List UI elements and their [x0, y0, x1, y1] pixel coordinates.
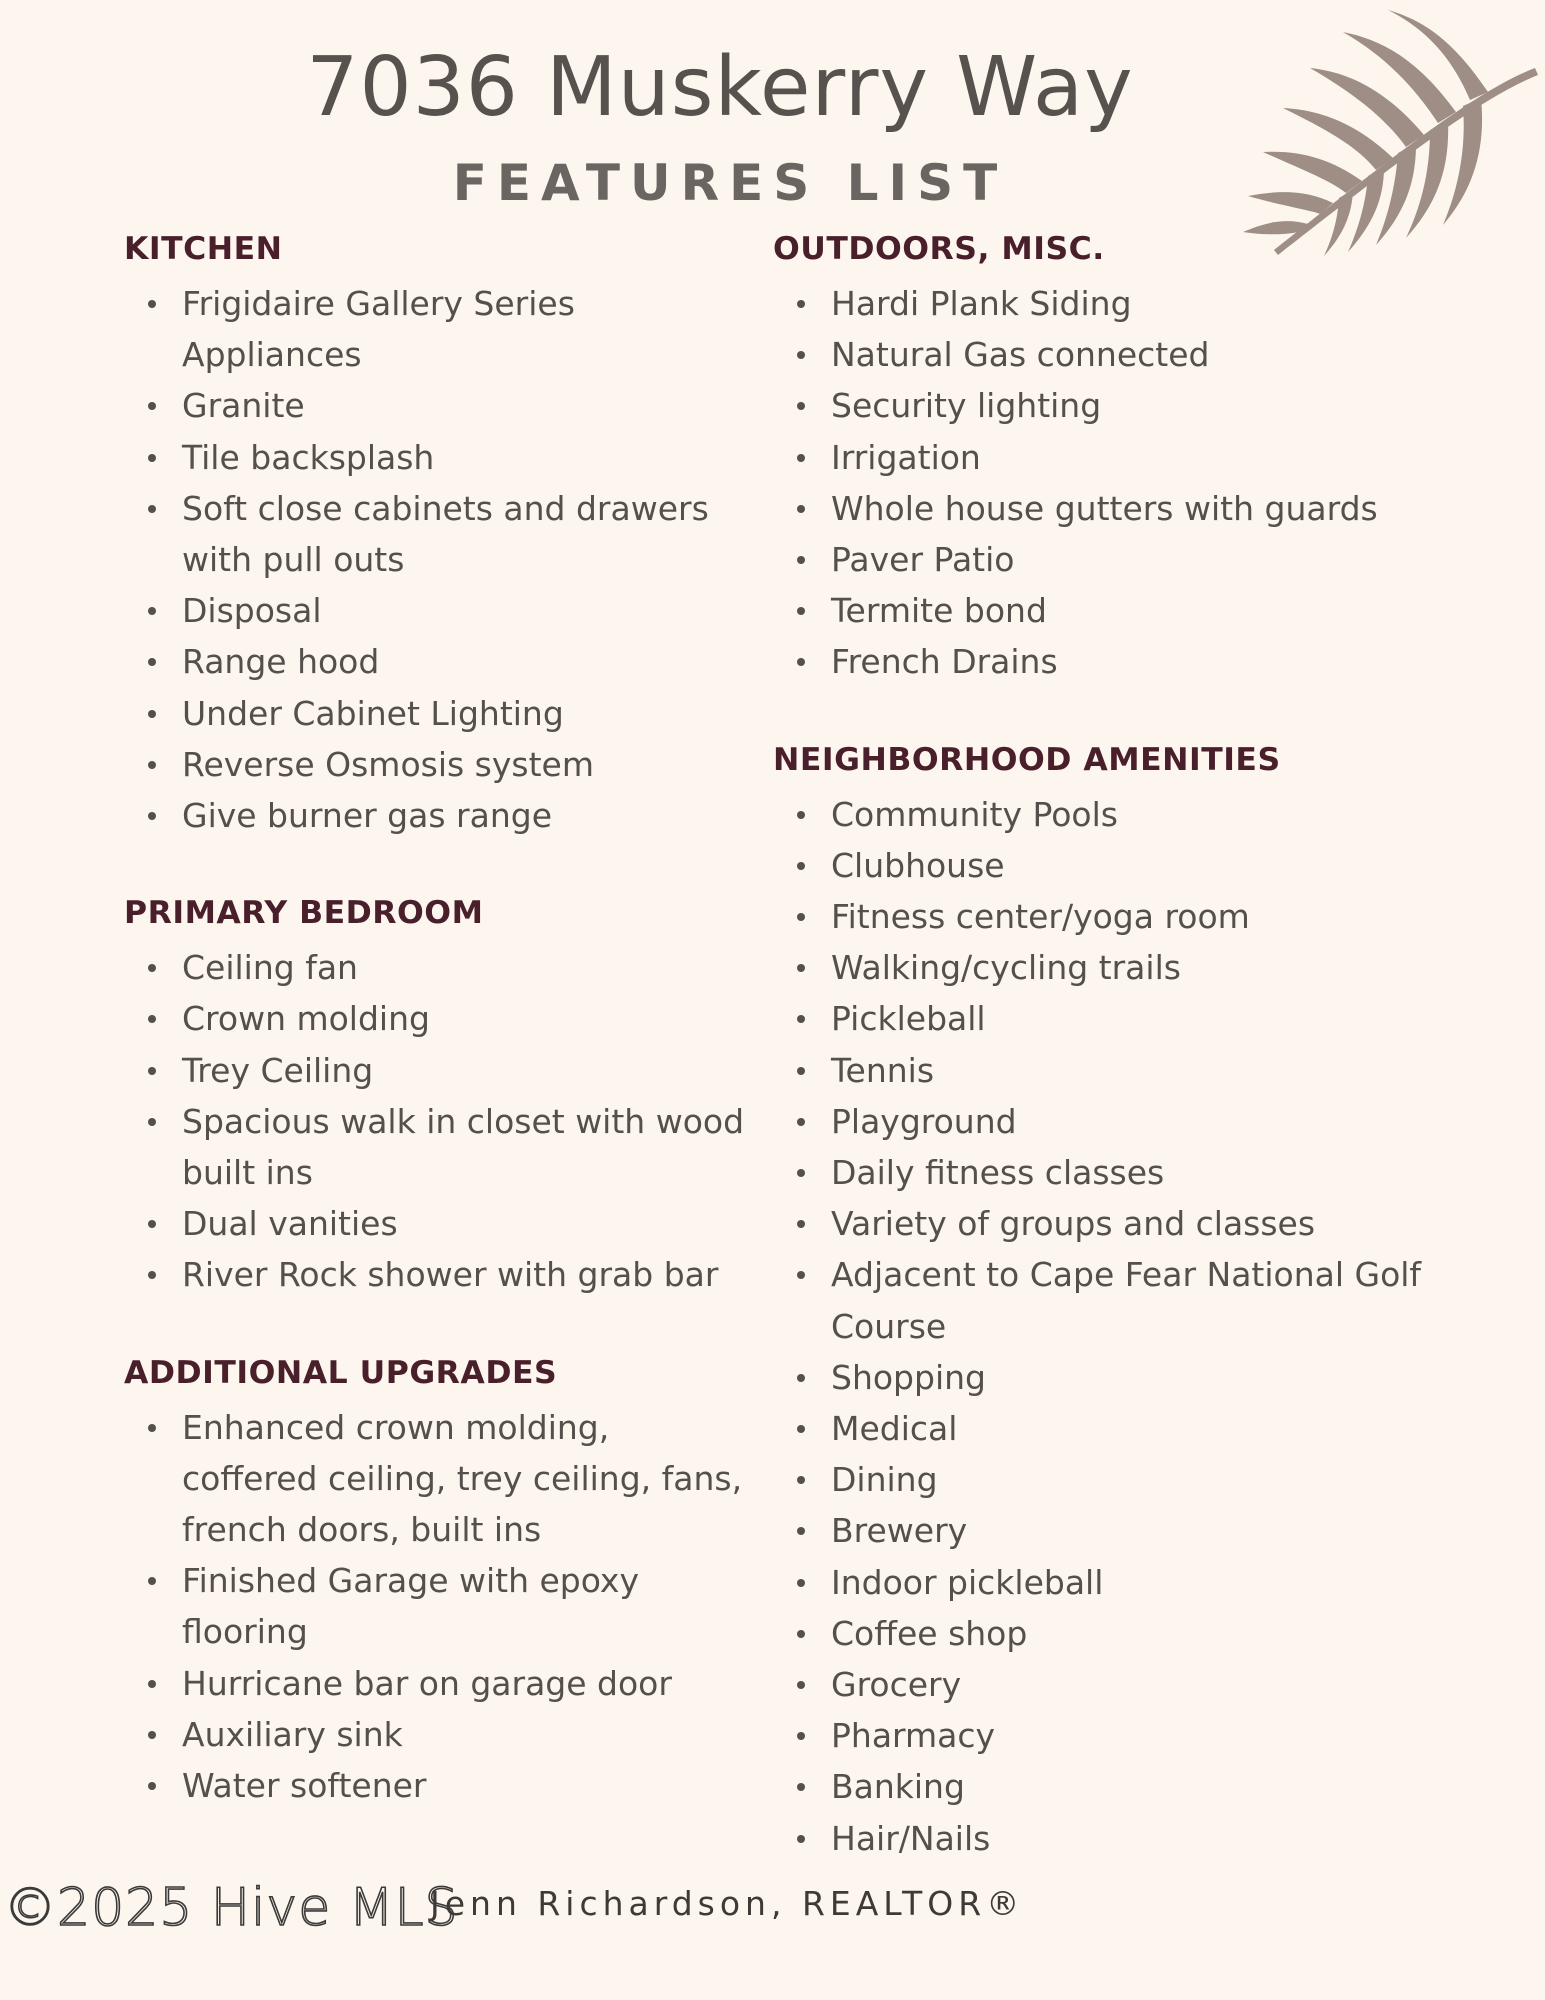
list-item: Granite: [124, 380, 744, 431]
list-item: Reverse Osmosis system: [124, 739, 744, 790]
list-item: Fitness center/yoga room: [773, 891, 1473, 942]
agent-credit: Jenn Richardson, REALTOR®: [430, 1884, 1025, 1923]
list-item: Security lighting: [773, 380, 1473, 431]
list-item: Brewery: [773, 1505, 1473, 1556]
list-item: Pharmacy: [773, 1710, 1473, 1761]
page-subtitle: FEATURES LIST: [452, 154, 1008, 212]
right-column: [773, 226, 1473, 1864]
list-item: Variety of groups and classes: [773, 1198, 1473, 1249]
kitchen-list: [124, 278, 744, 841]
list-item: River Rock shower with grab bar: [124, 1249, 744, 1300]
palm-leaf-icon: [1238, 0, 1545, 260]
list-item: Dual vanities: [124, 1198, 744, 1249]
list-item: Hurricane bar on garage door: [124, 1658, 744, 1709]
section-title: OUTDOORS, MISC.: [773, 231, 1105, 267]
list-item: Medical: [773, 1403, 1473, 1454]
neighborhood-amenities-list: [773, 789, 1473, 1864]
list-item: Natural Gas connected: [773, 329, 1473, 380]
list-item: Shopping: [773, 1352, 1473, 1403]
section-title: NEIGHBORHOOD AMENITIES: [773, 741, 1281, 778]
list-item: Adjacent to Cape Fear National Golf Course: [773, 1249, 1473, 1351]
additional-upgrades-list: [124, 1402, 744, 1812]
list-item: French Drains: [773, 636, 1473, 687]
neighborhood-amenities-section: [773, 737, 1473, 1864]
list-item: Disposal: [124, 585, 744, 636]
list-item: Trey Ceiling: [124, 1045, 744, 1096]
list-item: Grocery: [773, 1659, 1473, 1710]
list-item: Hardi Plank Siding: [773, 278, 1473, 329]
list-item: Water softener: [124, 1760, 744, 1811]
outdoors-misc-section: [773, 226, 1473, 688]
list-item: Pickleball: [773, 993, 1473, 1044]
list-item: Daily fitness classes: [773, 1147, 1473, 1198]
list-item: Banking: [773, 1761, 1473, 1812]
list-item: Crown molding: [124, 993, 744, 1044]
list-item: Whole house gutters with guards: [773, 483, 1473, 534]
list-item: Give burner gas range: [124, 790, 744, 841]
section-title: KITCHEN: [124, 231, 283, 267]
list-item: Playground: [773, 1096, 1473, 1147]
list-item: Hair/Nails: [773, 1813, 1473, 1864]
section-title: PRIMARY BEDROOM: [124, 895, 484, 932]
list-item: Range hood: [124, 636, 744, 687]
list-item: Spacious walk in closet with wood built ins: [124, 1096, 744, 1198]
mls-watermark: ©2025 Hive MLS: [4, 1878, 459, 1938]
section-title: ADDITIONAL UPGRADES: [124, 1354, 558, 1391]
list-item: Under Cabinet Lighting: [124, 688, 744, 739]
left-column: [124, 226, 744, 1811]
list-item: Tennis: [773, 1045, 1473, 1096]
kitchen-section: [124, 226, 744, 841]
list-item: Termite bond: [773, 585, 1473, 636]
list-item: Coffee shop: [773, 1608, 1473, 1659]
list-item: Paver Patio: [773, 534, 1473, 585]
list-item: Ceiling fan: [124, 942, 744, 993]
primary-bedroom-section: [124, 890, 744, 1300]
page-title: 7036 Muskerry Way: [306, 40, 1134, 135]
list-item: Finished Garage with epoxy flooring: [124, 1555, 744, 1657]
list-item: Indoor pickleball: [773, 1557, 1473, 1608]
primary-bedroom-list: [124, 942, 744, 1300]
list-item: Community Pools: [773, 789, 1473, 840]
list-item: Clubhouse: [773, 840, 1473, 891]
additional-upgrades-section: [124, 1350, 744, 1812]
list-item: Walking/cycling trails: [773, 942, 1473, 993]
list-item: Soft close cabinets and drawers with pull outs: [124, 483, 744, 585]
list-item: Tile backsplash: [124, 432, 744, 483]
list-item: Enhanced crown molding, coffered ceiling, trey ceiling, fans, french doors, built ins: [124, 1402, 744, 1556]
outdoors-misc-list: [773, 278, 1473, 688]
list-item: Irrigation: [773, 432, 1473, 483]
list-item: Dining: [773, 1454, 1473, 1505]
list-item: Auxiliary sink: [124, 1709, 744, 1760]
list-item: Frigidaire Gallery Series Appliances: [124, 278, 744, 380]
